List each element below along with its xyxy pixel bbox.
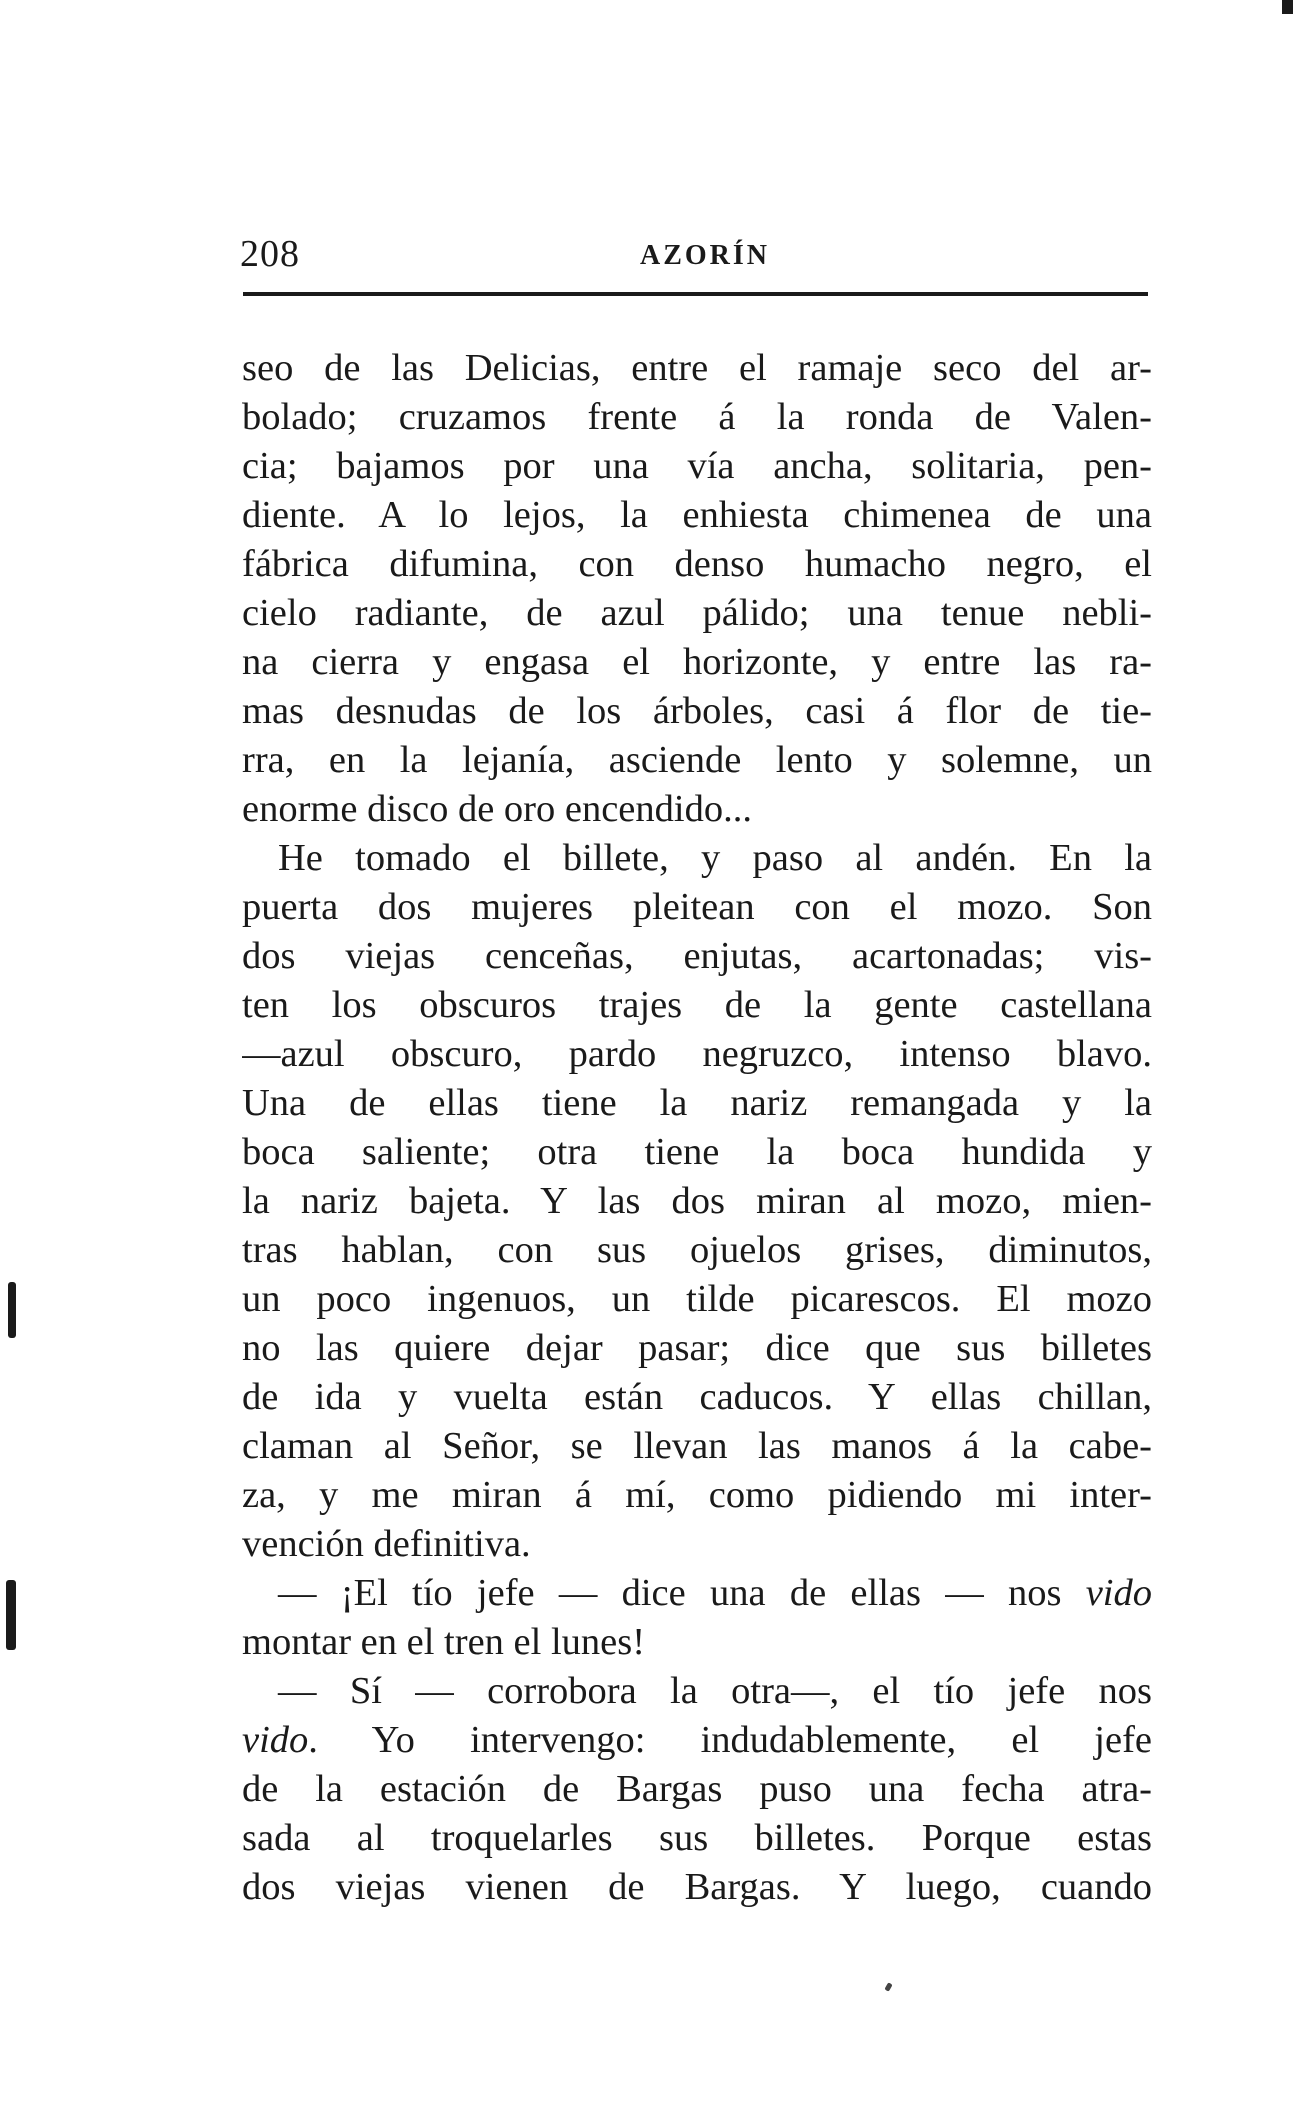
text-line: enorme disco de oro encendido... — [242, 788, 752, 830]
dialogue-line — [242, 1569, 1152, 1618]
text-line: —azul obscuro, pardo negruzco, intenso blavo. — [242, 1033, 1152, 1075]
text-line: montar en el tren el lunes! — [242, 1621, 646, 1663]
text-line: puerta dos mujeres pleitean con el mozo. Son — [242, 886, 1152, 928]
text-line — [242, 1716, 1152, 1765]
scan-edge-mark — [1282, 0, 1293, 14]
text-line: vención definitiva. — [242, 1523, 531, 1565]
text-line: no las quiere dejar pasar; dice que sus billetes — [242, 1327, 1152, 1369]
text-line: tras hablan, con sus ojuelos grises, diminutos, — [242, 1229, 1152, 1271]
page-header — [240, 232, 1150, 282]
page-number: 208 — [240, 233, 300, 275]
text-line: dos viejas cenceñas, enjutas, acartonadas; vis- — [242, 935, 1152, 977]
text-line: rra, en la lejanía, asciende lento y solemne, un — [242, 739, 1152, 781]
ink-speck — [884, 1982, 892, 1991]
running-head: AZORÍN — [640, 240, 771, 271]
text-line: la nariz bajeta. Y las dos miran al mozo, mien- — [242, 1180, 1152, 1222]
text-line: dos viejas vienen de Bargas. Y luego, cuando — [242, 1866, 1152, 1908]
text-line: fábrica difumina, con denso humacho negro, el — [242, 543, 1152, 585]
text-line: He tomado el billete, y paso al andén. En la — [278, 837, 1152, 879]
italic-word: vido — [1085, 1572, 1152, 1614]
text-line: boca saliente; otra tiene la boca hundida y — [242, 1131, 1152, 1173]
header-rule — [243, 292, 1148, 296]
text-line: cielo radiante, de azul pálido; una tenue nebli- — [242, 592, 1152, 634]
scan-margin-mark — [6, 1580, 16, 1650]
text-line: diente. A lo lejos, la enhiesta chimenea de una — [242, 494, 1152, 536]
text-line-rest: . Yo intervengo: indudablemente, el jefe — [308, 1719, 1152, 1761]
text-line: cia; bajamos por una vía ancha, solitaria, pen- — [242, 445, 1152, 487]
dialogue-line: — Sí — corrobora la otra—, el tío jefe nos — [278, 1670, 1152, 1712]
text-line: seo de las Delicias, entre el ramaje seco del ar- — [242, 347, 1152, 389]
body-text — [242, 344, 1152, 1912]
scan-margin-mark — [8, 1282, 16, 1338]
dialogue-text: — ¡El tío jefe — dice una de ellas — nos — [278, 1572, 1062, 1614]
text-line: Una de ellas tiene la nariz remangada y la — [242, 1082, 1152, 1124]
text-line: sada al troquelarles sus billetes. Porque estas — [242, 1817, 1152, 1859]
text-line: bolado; cruzamos frente á la ronda de Valen- — [242, 396, 1152, 438]
italic-word: vido — [242, 1719, 309, 1761]
text-line: de ida y vuelta están caducos. Y ellas chillan, — [242, 1376, 1152, 1418]
text-line: ten los obscuros trajes de la gente castellana — [242, 984, 1152, 1026]
text-line: de la estación de Bargas puso una fecha atra- — [242, 1768, 1152, 1810]
text-line: un poco ingenuos, un tilde picarescos. El mozo — [242, 1278, 1152, 1320]
text-line: claman al Señor, se llevan las manos á la cabe- — [242, 1425, 1152, 1467]
text-line: za, y me miran á mí, como pidiendo mi inter- — [242, 1474, 1152, 1516]
text-line: mas desnudas de los árboles, casi á flor de tie- — [242, 690, 1152, 732]
text-line: na cierra y engasa el horizonte, y entre las ra- — [242, 641, 1152, 683]
